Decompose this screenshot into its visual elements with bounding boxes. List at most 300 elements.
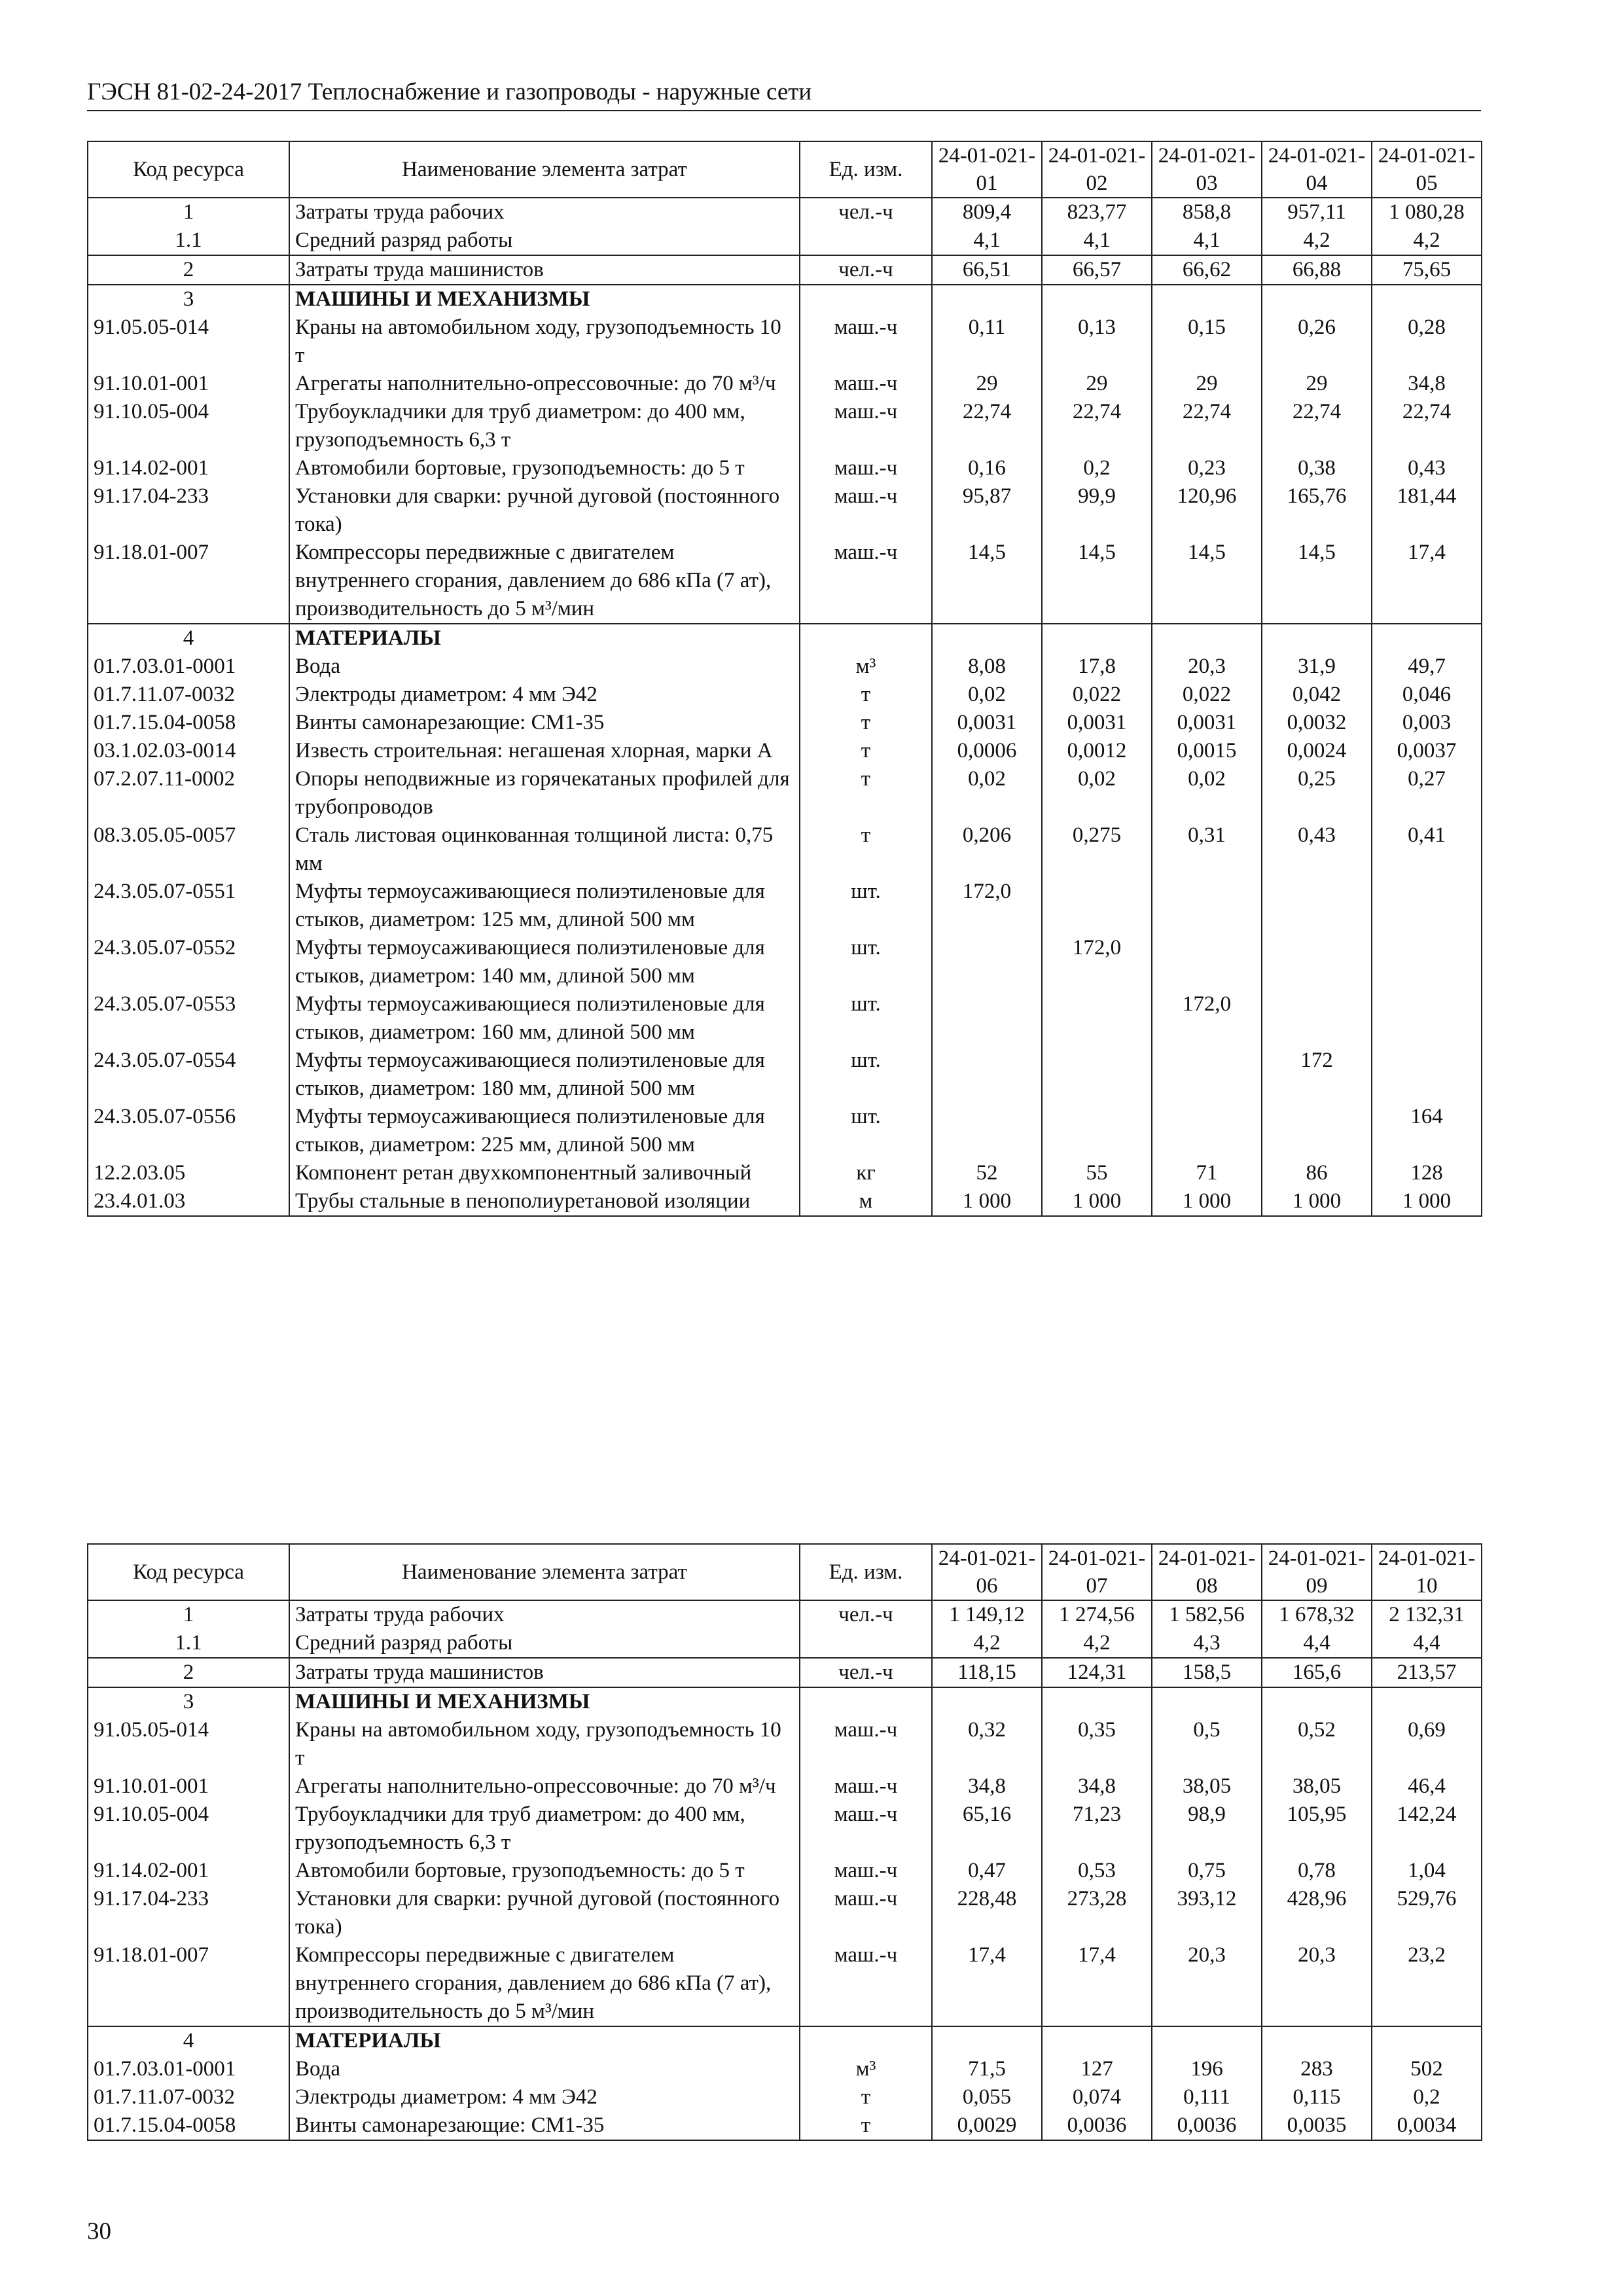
resource-code: 91.18.01-007 [88, 539, 289, 624]
value-cell [1372, 1687, 1482, 1716]
value-cell [1042, 285, 1152, 314]
value-cell: 1 149,12 [932, 1600, 1042, 1629]
value-cell: 66,51 [932, 255, 1042, 285]
col-header-rate-code: 24-01-021-08 [1152, 1544, 1262, 1600]
value-cell [1152, 878, 1262, 934]
unit-cell: маш.-ч [800, 1772, 932, 1801]
resource-code: 08.3.05.05-0057 [88, 821, 289, 878]
value-cell [932, 990, 1042, 1047]
col-header-rate-code: 24-01-021-05 [1372, 141, 1482, 198]
unit-cell: маш.-ч [800, 1801, 932, 1857]
unit-cell: маш.-ч [800, 398, 932, 454]
table-body [88, 198, 1482, 1216]
unit-cell [800, 226, 932, 255]
header-row [88, 1544, 1482, 1600]
table-row [88, 709, 1482, 737]
resource-code: 24.3.05.07-0554 [88, 1047, 289, 1103]
table-row [88, 1658, 1482, 1687]
value-cell: 98,9 [1152, 1801, 1262, 1857]
col-header-name: Наименование элемента затрат [289, 1544, 800, 1600]
value-cell [932, 1047, 1042, 1103]
value-cell: 71,5 [932, 2055, 1042, 2083]
value-cell: 393,12 [1152, 1885, 1262, 1941]
value-cell: 4,1 [1042, 226, 1152, 255]
col-header-rate-code: 24-01-021-07 [1042, 1544, 1152, 1600]
cost-element-name: Агрегаты наполнительно-опрессовочные: до 70 м³/ч [289, 1772, 800, 1801]
value-cell [1152, 1047, 1262, 1103]
cost-element-name: Затраты труда рабочих [289, 1600, 800, 1629]
cost-element-name: Известь строительная: негашеная хлорная, марки А [289, 737, 800, 765]
value-cell: 34,8 [932, 1772, 1042, 1801]
value-cell: 0,2 [1372, 2083, 1482, 2111]
document-header [87, 77, 1481, 111]
value-cell: 1 000 [932, 1187, 1042, 1216]
col-header-rate-code: 24-01-021-09 [1262, 1544, 1372, 1600]
value-cell: 0,32 [932, 1716, 1042, 1772]
table-row [88, 821, 1482, 878]
unit-cell: м³ [800, 653, 932, 681]
value-cell [1262, 1687, 1372, 1716]
value-cell: 0,0012 [1042, 737, 1152, 765]
value-cell: 86 [1262, 1159, 1372, 1187]
value-cell [1152, 1687, 1262, 1716]
value-cell: 20,3 [1152, 653, 1262, 681]
table-row [88, 878, 1482, 934]
value-cell [1042, 1103, 1152, 1159]
resource-code: 1 [88, 198, 289, 226]
cost-element-name: Вода [289, 653, 800, 681]
table-header [88, 1544, 1482, 1600]
value-cell: 4,4 [1262, 1629, 1372, 1658]
table-body [88, 1600, 1482, 2140]
resource-code: 91.18.01-007 [88, 1941, 289, 2026]
value-cell: 529,76 [1372, 1885, 1482, 1941]
value-cell: 0,26 [1262, 314, 1372, 370]
value-cell: 0,2 [1042, 454, 1152, 482]
value-cell: 66,57 [1042, 255, 1152, 285]
table-row [88, 1716, 1482, 1772]
value-cell: 17,4 [1372, 539, 1482, 624]
value-cell: 29 [1262, 370, 1372, 398]
value-cell: 22,74 [932, 398, 1042, 454]
value-cell [1152, 1103, 1262, 1159]
cost-element-name: Трубы стальные в пенополиуретановой изоляции [289, 1187, 800, 1216]
value-cell: 0,0031 [932, 709, 1042, 737]
unit-cell: кг [800, 1159, 932, 1187]
value-cell: 164 [1372, 1103, 1482, 1159]
value-cell: 172,0 [932, 878, 1042, 934]
value-cell: 52 [932, 1159, 1042, 1187]
resource-code: 01.7.11.07-0032 [88, 681, 289, 709]
value-cell: 0,0036 [1152, 2111, 1262, 2140]
value-cell: 0,022 [1152, 681, 1262, 709]
table-row [88, 1885, 1482, 1941]
col-header-name: Наименование элемента затрат [289, 141, 800, 198]
value-cell: 1 000 [1042, 1187, 1152, 1216]
table-row [88, 1159, 1482, 1187]
unit-cell [800, 624, 932, 653]
unit-cell: маш.-ч [800, 482, 932, 539]
table-row [88, 1187, 1482, 1216]
value-cell: 283 [1262, 2055, 1372, 2083]
col-header-unit: Ед. изм. [800, 141, 932, 198]
value-cell: 1 678,32 [1262, 1600, 1372, 1629]
table-row [88, 1687, 1482, 1716]
table-row [88, 198, 1482, 226]
cost-element-name: Сталь листовая оцинкованная толщиной листа: 0,75 мм [289, 821, 800, 878]
value-cell: 4,4 [1372, 1629, 1482, 1658]
table-row [88, 1941, 1482, 2026]
unit-cell: м³ [800, 2055, 932, 2083]
value-cell: 29 [932, 370, 1042, 398]
value-cell: 0,0029 [932, 2111, 1042, 2140]
resource-code: 4 [88, 624, 289, 653]
value-cell: 4,1 [1152, 226, 1262, 255]
value-cell [1152, 624, 1262, 653]
value-cell: 105,95 [1262, 1801, 1372, 1857]
cost-element-name: Компрессоры передвижные с двигателем внутреннего сгорания, давлением до 686 кПа (7 ат), производительность до 5 м³/мин [289, 539, 800, 624]
value-cell: 23,2 [1372, 1941, 1482, 2026]
value-cell [932, 285, 1042, 314]
value-cell: 0,275 [1042, 821, 1152, 878]
cost-element-name: Установки для сварки: ручной дуговой (постоянного тока) [289, 1885, 800, 1941]
cost-element-name: Муфты термоусаживающиеся полиэтиленовые для стыков, диаметром: 160 мм, длиной 500 мм [289, 990, 800, 1047]
cost-element-name: Автомобили бортовые, грузоподъемность: до 5 т [289, 454, 800, 482]
unit-cell: т [800, 765, 932, 821]
cost-element-name: Муфты термоусаживающиеся полиэтиленовые для стыков, диаметром: 225 мм, длиной 500 мм [289, 1103, 800, 1159]
value-cell [1372, 934, 1482, 990]
unit-cell: шт. [800, 990, 932, 1047]
value-cell: 4,2 [1042, 1629, 1152, 1658]
value-cell: 22,74 [1372, 398, 1482, 454]
cost-element-name: Агрегаты наполнительно-опрессовочные: до 70 м³/ч [289, 370, 800, 398]
unit-cell: чел.-ч [800, 1658, 932, 1687]
resource-code: 01.7.03.01-0001 [88, 2055, 289, 2083]
value-cell: 0,115 [1262, 2083, 1372, 2111]
value-cell: 172,0 [1152, 990, 1262, 1047]
value-cell [1262, 934, 1372, 990]
value-cell [1372, 285, 1482, 314]
unit-cell [800, 1687, 932, 1716]
value-cell [932, 624, 1042, 653]
table-row [88, 2083, 1482, 2111]
value-cell: 0,02 [932, 681, 1042, 709]
value-cell: 158,5 [1152, 1658, 1262, 1687]
table-row [88, 990, 1482, 1047]
value-cell: 29 [1042, 370, 1152, 398]
page-number: 30 [87, 2218, 111, 2245]
value-cell: 0,003 [1372, 709, 1482, 737]
cost-element-name: Затраты труда рабочих [289, 198, 800, 226]
unit-cell: маш.-ч [800, 1941, 932, 2026]
value-cell: 0,022 [1042, 681, 1152, 709]
table-row [88, 1629, 1482, 1658]
cost-element-name: Краны на автомобильном ходу, грузоподъемность 10 т [289, 1716, 800, 1772]
value-cell: 14,5 [1262, 539, 1372, 624]
value-cell [932, 1103, 1042, 1159]
resource-code: 1.1 [88, 1629, 289, 1658]
value-cell: 0,0015 [1152, 737, 1262, 765]
resource-code: 01.7.11.07-0032 [88, 2083, 289, 2111]
unit-cell: м [800, 1187, 932, 1216]
value-cell: 0,16 [932, 454, 1042, 482]
value-cell [1372, 1047, 1482, 1103]
value-cell: 31,9 [1262, 653, 1372, 681]
value-cell [1152, 285, 1262, 314]
value-cell [1372, 2026, 1482, 2055]
value-cell: 0,0031 [1152, 709, 1262, 737]
unit-cell: маш.-ч [800, 1716, 932, 1772]
value-cell [932, 1687, 1042, 1716]
table-row [88, 454, 1482, 482]
value-cell: 0,38 [1262, 454, 1372, 482]
col-header-rate-code: 24-01-021-03 [1152, 141, 1262, 198]
cost-element-name: Муфты термоусаживающиеся полиэтиленовые для стыков, диаметром: 125 мм, длиной 500 мм [289, 878, 800, 934]
value-cell: 66,88 [1262, 255, 1372, 285]
unit-cell: маш.-ч [800, 454, 932, 482]
table-row [88, 314, 1482, 370]
value-cell: 71,23 [1042, 1801, 1152, 1857]
unit-cell: т [800, 737, 932, 765]
resource-code: 1 [88, 1600, 289, 1629]
cost-element-name: Затраты труда машинистов [289, 255, 800, 285]
value-cell: 0,13 [1042, 314, 1152, 370]
value-cell: 0,0034 [1372, 2111, 1482, 2140]
value-cell: 4,2 [932, 1629, 1042, 1658]
value-cell [1262, 624, 1372, 653]
table-row [88, 1047, 1482, 1103]
table-row [88, 255, 1482, 285]
value-cell: 1 000 [1262, 1187, 1372, 1216]
unit-cell: маш.-ч [800, 314, 932, 370]
value-cell: 0,0024 [1262, 737, 1372, 765]
value-cell: 0,78 [1262, 1857, 1372, 1885]
value-cell: 0,02 [1042, 765, 1152, 821]
cost-element-name: Компонент ретан двухкомпонентный заливочный [289, 1159, 800, 1187]
table-row [88, 2111, 1482, 2140]
col-header-unit: Ед. изм. [800, 1544, 932, 1600]
table-row [88, 1103, 1482, 1159]
resource-code: 91.17.04-233 [88, 1885, 289, 1941]
value-cell: 29 [1152, 370, 1262, 398]
value-cell: 38,05 [1152, 1772, 1262, 1801]
table-row [88, 1600, 1482, 1629]
value-cell [1372, 990, 1482, 1047]
unit-cell: т [800, 2083, 932, 2111]
section-title: МАТЕРИАЛЫ [289, 624, 800, 653]
value-cell: 1 080,28 [1372, 198, 1482, 226]
value-cell: 38,05 [1262, 1772, 1372, 1801]
table-row [88, 2026, 1482, 2055]
col-header-rate-code: 24-01-021-01 [932, 141, 1042, 198]
value-cell: 213,57 [1372, 1658, 1482, 1687]
value-cell: 165,6 [1262, 1658, 1372, 1687]
value-cell: 22,74 [1152, 398, 1262, 454]
value-cell [1262, 285, 1372, 314]
resource-code: 01.7.03.01-0001 [88, 653, 289, 681]
value-cell: 142,24 [1372, 1801, 1482, 1857]
value-cell: 1 000 [1152, 1187, 1262, 1216]
table-row [88, 482, 1482, 539]
value-cell [1042, 878, 1152, 934]
resource-code: 91.05.05-014 [88, 314, 289, 370]
value-cell: 99,9 [1042, 482, 1152, 539]
resource-code: 24.3.05.07-0556 [88, 1103, 289, 1159]
table-row [88, 737, 1482, 765]
value-cell: 0,15 [1152, 314, 1262, 370]
table-row [88, 285, 1482, 314]
value-cell: 181,44 [1372, 482, 1482, 539]
value-cell: 0,046 [1372, 681, 1482, 709]
col-header-rate-code: 24-01-021-10 [1372, 1544, 1482, 1600]
value-cell: 55 [1042, 1159, 1152, 1187]
value-cell: 172 [1262, 1047, 1372, 1103]
value-cell: 75,65 [1372, 255, 1482, 285]
value-cell [932, 2026, 1042, 2055]
value-cell: 8,08 [932, 653, 1042, 681]
unit-cell: т [800, 821, 932, 878]
header-title: ГЭСН 81-02-24-2017 Теплоснабжение и газопроводы - наружные сети [87, 79, 812, 105]
resource-code: 01.7.15.04-0058 [88, 2111, 289, 2140]
value-cell: 0,5 [1152, 1716, 1262, 1772]
unit-cell: т [800, 2111, 932, 2140]
value-cell: 0,11 [932, 314, 1042, 370]
value-cell: 34,8 [1372, 370, 1482, 398]
cost-element-name: Вода [289, 2055, 800, 2083]
section-title: МАШИНЫ И МЕХАНИЗМЫ [289, 285, 800, 314]
value-cell [1042, 2026, 1152, 2055]
resource-code: 12.2.03.05 [88, 1159, 289, 1187]
value-cell: 0,53 [1042, 1857, 1152, 1885]
value-cell [1262, 878, 1372, 934]
value-cell: 20,3 [1152, 1941, 1262, 2026]
table-row [88, 765, 1482, 821]
section-title: МАТЕРИАЛЫ [289, 2026, 800, 2055]
section-title: МАШИНЫ И МЕХАНИЗМЫ [289, 1687, 800, 1716]
value-cell: 196 [1152, 2055, 1262, 2083]
resource-code: 91.10.01-001 [88, 370, 289, 398]
value-cell: 0,41 [1372, 821, 1482, 878]
value-cell: 0,0037 [1372, 737, 1482, 765]
value-cell [1262, 990, 1372, 1047]
value-cell [1152, 934, 1262, 990]
value-cell: 17,4 [1042, 1941, 1152, 2026]
value-cell: 0,69 [1372, 1716, 1482, 1772]
unit-cell: чел.-ч [800, 255, 932, 285]
unit-cell: маш.-ч [800, 539, 932, 624]
unit-cell: т [800, 681, 932, 709]
value-cell: 0,28 [1372, 314, 1482, 370]
value-cell: 14,5 [932, 539, 1042, 624]
cost-element-name: Электроды диаметром: 4 мм Э42 [289, 681, 800, 709]
resource-code: 91.14.02-001 [88, 454, 289, 482]
value-cell: 1 274,56 [1042, 1600, 1152, 1629]
resource-code: 23.4.01.03 [88, 1187, 289, 1216]
value-cell: 0,25 [1262, 765, 1372, 821]
value-cell [1152, 2026, 1262, 2055]
value-cell: 0,055 [932, 2083, 1042, 2111]
value-cell: 0,43 [1372, 454, 1482, 482]
cost-element-name: Электроды диаметром: 4 мм Э42 [289, 2083, 800, 2111]
value-cell: 809,4 [932, 198, 1042, 226]
resource-code: 91.05.05-014 [88, 1716, 289, 1772]
value-cell: 428,96 [1262, 1885, 1372, 1941]
value-cell [1262, 1103, 1372, 1159]
table-row [88, 934, 1482, 990]
value-cell: 1 582,56 [1152, 1600, 1262, 1629]
value-cell: 0,27 [1372, 765, 1482, 821]
value-cell: 4,2 [1262, 226, 1372, 255]
unit-cell [800, 2026, 932, 2055]
value-cell: 0,074 [1042, 2083, 1152, 2111]
value-cell: 165,76 [1262, 482, 1372, 539]
value-cell: 118,15 [932, 1658, 1042, 1687]
value-cell: 127 [1042, 2055, 1152, 2083]
col-header-rate-code: 24-01-021-02 [1042, 141, 1152, 198]
value-cell: 0,31 [1152, 821, 1262, 878]
value-cell: 0,02 [1152, 765, 1262, 821]
value-cell: 128 [1372, 1159, 1482, 1187]
value-cell: 1,04 [1372, 1857, 1482, 1885]
resource-code: 24.3.05.07-0551 [88, 878, 289, 934]
unit-cell [800, 1629, 932, 1658]
value-cell: 34,8 [1042, 1772, 1152, 1801]
unit-cell: шт. [800, 934, 932, 990]
unit-cell: маш.-ч [800, 1857, 932, 1885]
value-cell: 0,042 [1262, 681, 1372, 709]
value-cell: 0,0031 [1042, 709, 1152, 737]
cost-element-name: Муфты термоусаживающиеся полиэтиленовые для стыков, диаметром: 140 мм, длиной 500 мм [289, 934, 800, 990]
value-cell: 0,35 [1042, 1716, 1152, 1772]
value-cell: 65,16 [932, 1801, 1042, 1857]
value-cell: 0,0032 [1262, 709, 1372, 737]
cost-element-name: Краны на автомобильном ходу, грузоподъемность 10 т [289, 314, 800, 370]
value-cell [1262, 2026, 1372, 2055]
resource-code: 03.1.02.03-0014 [88, 737, 289, 765]
value-cell [1042, 1687, 1152, 1716]
resource-code: 2 [88, 1658, 289, 1687]
cost-element-name: Средний разряд работы [289, 226, 800, 255]
value-cell: 66,62 [1152, 255, 1262, 285]
table-row [88, 2055, 1482, 2083]
value-cell: 0,0036 [1042, 2111, 1152, 2140]
header-row [88, 141, 1482, 198]
value-cell: 0,0006 [932, 737, 1042, 765]
table-row [88, 653, 1482, 681]
value-cell: 957,11 [1262, 198, 1372, 226]
resource-code: 2 [88, 255, 289, 285]
value-cell: 502 [1372, 2055, 1482, 2083]
resource-code: 1.1 [88, 226, 289, 255]
resource-code: 24.3.05.07-0552 [88, 934, 289, 990]
resource-code: 07.2.07.11-0002 [88, 765, 289, 821]
unit-cell: маш.-ч [800, 1885, 932, 1941]
resource-code: 3 [88, 285, 289, 314]
value-cell: 0,111 [1152, 2083, 1262, 2111]
value-cell: 49,7 [1372, 653, 1482, 681]
value-cell: 17,4 [932, 1941, 1042, 2026]
cost-element-name: Средний разряд работы [289, 1629, 800, 1658]
col-header-code: Код ресурса [88, 1544, 289, 1600]
value-cell [932, 934, 1042, 990]
value-cell: 4,2 [1372, 226, 1482, 255]
cost-element-name: Автомобили бортовые, грузоподъемность: до 5 т [289, 1857, 800, 1885]
value-cell [1042, 624, 1152, 653]
cost-element-name: Трубоукладчики для труб диаметром: до 400 мм, грузоподъемность 6,3 т [289, 398, 800, 454]
unit-cell: шт. [800, 1047, 932, 1103]
cost-element-name: Муфты термоусаживающиеся полиэтиленовые для стыков, диаметром: 180 мм, длиной 500 мм [289, 1047, 800, 1103]
value-cell: 124,31 [1042, 1658, 1152, 1687]
